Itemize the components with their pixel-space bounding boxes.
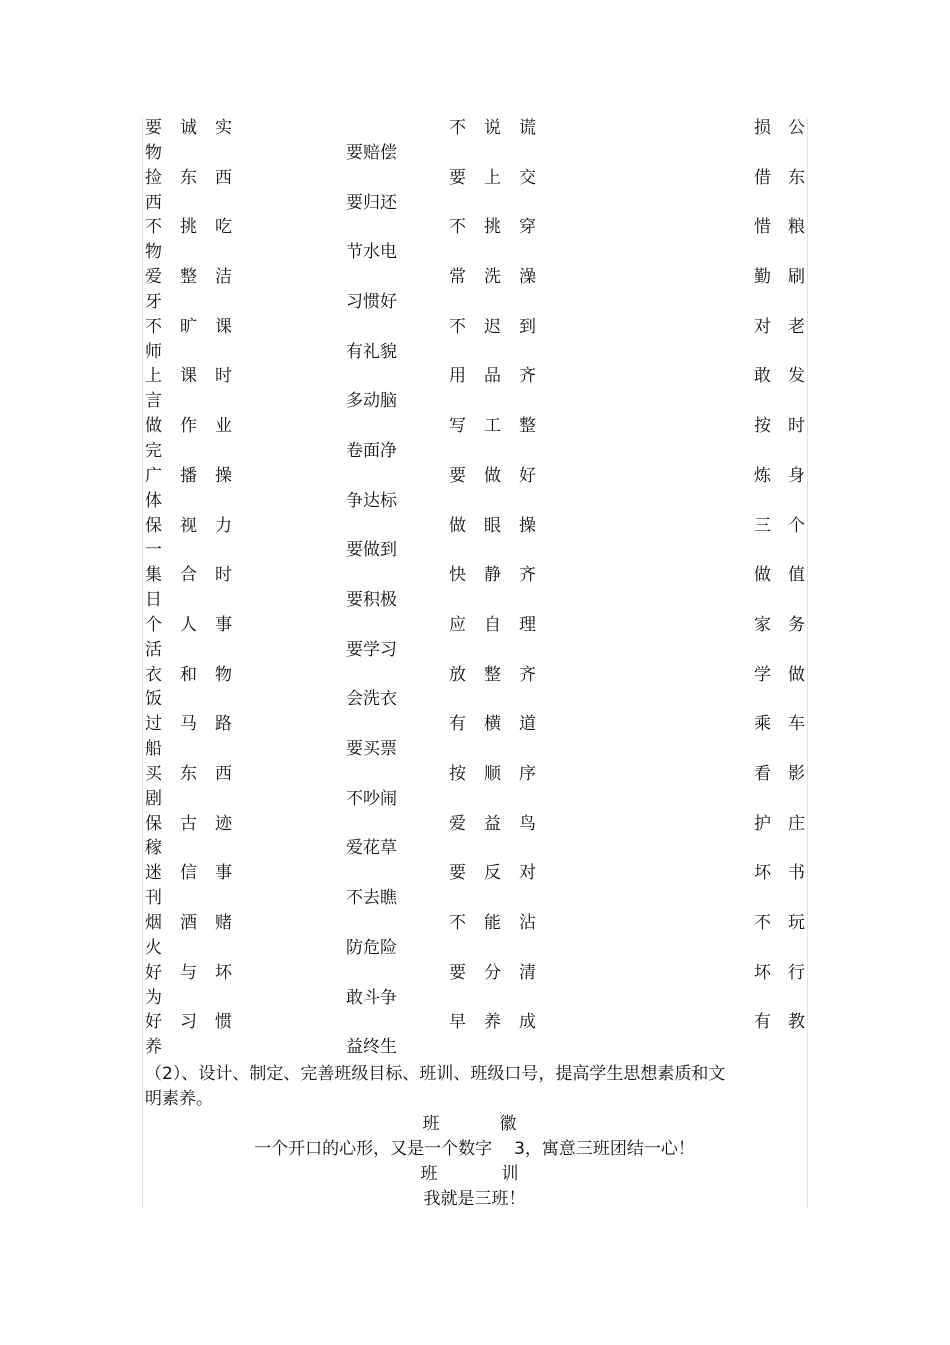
rule-phrase-1: 保古迹 (145, 813, 250, 834)
rule-line-top (0, 265, 950, 290)
rule-line-top (0, 911, 950, 936)
rule-phrase-4: 敢斗争 (346, 987, 397, 1008)
motto-text: 我就是三班！ (423, 1189, 526, 1209)
paragraph-line: （2）、设计、制定、完善班级目标、班训、班级口号，提高学生思想素质和文 (145, 1064, 726, 1084)
rule-line-top (0, 116, 950, 141)
rule-phrase-3-end: 为 (145, 987, 162, 1008)
rule-entry (0, 663, 950, 713)
rule-phrase-4: 益终生 (346, 1037, 397, 1058)
rule-entry (0, 911, 950, 961)
badge-text: 一个开口的心形，又是一个数字 (254, 1139, 493, 1159)
rule-entry (0, 563, 950, 613)
rule-phrase-2: 快静齐 (449, 565, 554, 586)
badge-text: ，寓意三班团结一心！ (524, 1139, 695, 1159)
rule-phrase-3-start: 按时 (754, 416, 822, 437)
rule-line-top (0, 1010, 950, 1035)
rule-entry (0, 514, 950, 564)
rule-phrase-3-end: 活 (145, 639, 162, 660)
rule-phrase-4: 爱花草 (346, 838, 397, 859)
rule-phrase-4: 多动脑 (346, 391, 397, 412)
rule-phrase-2: 要做好 (449, 465, 554, 486)
rule-phrase-4: 要买票 (346, 739, 397, 760)
badge-number: 3 (514, 1139, 525, 1159)
rule-phrase-1: 捡东西 (145, 167, 250, 188)
rule-phrase-3-end: 船 (145, 739, 162, 760)
rule-phrase-3-end: 物 (145, 142, 162, 163)
rule-line-wrap (0, 886, 950, 911)
rule-line-wrap (0, 1035, 950, 1060)
rule-entry (0, 116, 950, 166)
rule-line-wrap (0, 489, 950, 514)
motto-heading (142, 1162, 807, 1187)
rule-entry (0, 861, 950, 911)
rule-phrase-1: 不挑吃 (145, 217, 250, 238)
rule-entry (0, 215, 950, 265)
rule-phrase-4: 节水电 (346, 242, 397, 263)
rule-line-top (0, 315, 950, 340)
rule-line-wrap (0, 538, 950, 563)
rule-phrase-1: 衣和物 (145, 664, 250, 685)
rule-phrase-3-start: 对老 (754, 316, 822, 337)
rule-phrase-3-start: 敢发 (754, 366, 822, 387)
rule-line-wrap (0, 240, 950, 265)
rule-phrase-4: 不吵闹 (346, 788, 397, 809)
rule-entry (0, 712, 950, 762)
rule-phrase-3-end: 物 (145, 242, 162, 263)
rule-phrase-1: 过马路 (145, 714, 250, 735)
rule-phrase-3-end: 完 (145, 440, 162, 461)
motto-heading-char: 训 (501, 1164, 519, 1184)
rule-phrase-3-end: 刊 (145, 888, 162, 909)
rule-phrase-3-start: 坏行 (754, 962, 822, 983)
rule-phrase-1: 烟酒赌 (145, 913, 250, 933)
rule-line-top (0, 812, 950, 837)
rule-phrase-1: 爱整洁 (145, 267, 250, 288)
class-goal-paragraph (145, 1062, 785, 1112)
rule-line-wrap (0, 340, 950, 365)
rule-line-top (0, 215, 950, 240)
rule-phrase-4: 会洗衣 (346, 689, 397, 710)
rule-line-top (0, 414, 950, 439)
rule-phrase-3-start: 护庄 (754, 813, 822, 834)
rule-phrase-3-start: 惜粮 (754, 217, 822, 238)
rule-phrase-3-end: 稼 (145, 838, 162, 859)
rule-line-top (0, 514, 950, 539)
rule-phrase-4: 争达标 (346, 490, 397, 511)
rule-entry (0, 265, 950, 315)
rule-phrase-2: 要分清 (449, 962, 554, 983)
rule-phrase-4: 要赔偿 (346, 142, 397, 163)
rule-phrase-1: 不旷课 (145, 316, 250, 337)
badge-heading-char: 徽 (499, 1114, 517, 1134)
rule-phrase-2: 不能沾 (449, 913, 554, 933)
rule-line-wrap (0, 191, 950, 216)
rule-phrase-3-end: 言 (145, 391, 162, 412)
rule-line-top (0, 663, 950, 688)
rule-phrase-3-start: 不玩 (754, 913, 822, 933)
rule-phrase-4: 要积极 (346, 590, 397, 611)
rule-phrase-2: 要上交 (449, 167, 554, 188)
rule-entry (0, 464, 950, 514)
rule-phrase-2: 常洗澡 (449, 267, 554, 288)
badge-heading (142, 1112, 807, 1137)
rule-line-top (0, 364, 950, 389)
rule-phrase-4: 要归还 (346, 192, 397, 213)
rule-line-top (0, 464, 950, 489)
rule-phrase-4: 习惯好 (346, 291, 397, 312)
rule-phrase-2: 用品齐 (449, 366, 554, 387)
rule-phrase-2: 放整齐 (449, 664, 554, 685)
rule-line-top (0, 166, 950, 191)
rule-line-wrap (0, 936, 950, 961)
rule-phrase-2: 应自理 (449, 614, 554, 635)
rule-phrase-1: 迷信事 (145, 863, 250, 884)
rule-phrase-3-end: 体 (145, 490, 162, 511)
rule-line-wrap (0, 986, 950, 1011)
rule-phrase-1: 做作业 (145, 416, 250, 437)
rule-entry (0, 812, 950, 862)
rule-entry (0, 1010, 950, 1060)
rule-phrase-2: 按顺序 (449, 763, 554, 784)
rule-line-wrap (0, 787, 950, 812)
rule-phrase-1: 广播操 (145, 465, 250, 486)
rule-phrase-4: 不去瞧 (346, 888, 397, 909)
rule-entry (0, 364, 950, 414)
rule-phrase-2: 写工整 (449, 416, 554, 437)
rule-phrase-1: 好与坏 (145, 962, 250, 983)
rule-entry (0, 961, 950, 1011)
rule-line-wrap (0, 638, 950, 663)
rule-entry (0, 762, 950, 812)
rule-line-wrap (0, 290, 950, 315)
rule-phrase-1: 个人事 (145, 614, 250, 635)
rule-phrase-1: 集合时 (145, 565, 250, 586)
rule-entry (0, 613, 950, 663)
motto-heading-char: 班 (420, 1164, 438, 1184)
rule-phrase-1: 要诚实 (145, 118, 250, 138)
rule-line-wrap (0, 588, 950, 613)
rule-phrase-3-end: 火 (145, 937, 162, 958)
rule-phrase-3-end: 饭 (145, 689, 162, 710)
rule-phrase-3-start: 乘车 (754, 714, 822, 735)
rule-phrase-3-start: 做值 (754, 565, 822, 586)
rule-phrase-3-end: 一 (145, 540, 162, 561)
rule-phrase-3-start: 学做 (754, 664, 822, 685)
rule-line-wrap (0, 439, 950, 464)
rule-line-top (0, 961, 950, 986)
rule-phrase-2: 爱益鸟 (449, 813, 554, 834)
rule-phrase-3-start: 家务 (754, 614, 822, 635)
rule-phrase-4: 要学习 (346, 639, 397, 660)
rule-entry (0, 166, 950, 216)
rule-phrase-3-start: 三个 (754, 515, 822, 536)
rule-phrase-3-start: 借东 (754, 167, 822, 188)
rule-phrase-3-start: 坏书 (754, 863, 822, 884)
rule-line-wrap (0, 737, 950, 762)
rule-phrase-1: 买东西 (145, 763, 250, 784)
rule-line-top (0, 762, 950, 787)
rule-phrase-2: 要反对 (449, 863, 554, 884)
rule-phrase-3-end: 师 (145, 341, 162, 362)
rule-phrase-1: 上课时 (145, 366, 250, 387)
rule-phrase-1: 保视力 (145, 515, 250, 536)
rule-phrase-3-end: 剧 (145, 788, 162, 809)
rule-phrase-2: 不挑穿 (449, 217, 554, 238)
rule-phrase-3-start: 有教 (754, 1012, 822, 1033)
rule-phrase-2: 早养成 (449, 1012, 554, 1033)
paragraph-line: 明素养。 (145, 1089, 213, 1109)
rule-phrase-2: 有横道 (449, 714, 554, 735)
rule-phrase-2: 做眼操 (449, 515, 554, 536)
rule-phrase-3-end: 日 (145, 590, 162, 611)
rule-phrase-2: 不说谎 (449, 118, 554, 138)
class-rules-list (0, 116, 950, 1060)
rule-line-wrap (0, 389, 950, 414)
badge-heading-char: 班 (422, 1114, 440, 1134)
rule-phrase-3-start: 炼身 (754, 465, 822, 486)
rule-phrase-4: 有礼貌 (346, 341, 397, 362)
rule-line-top (0, 712, 950, 737)
rule-line-top (0, 613, 950, 638)
badge-description (142, 1137, 807, 1162)
rule-phrase-3-end: 西 (145, 192, 162, 213)
rule-entry (0, 315, 950, 365)
rule-line-wrap (0, 141, 950, 166)
rule-phrase-3-start: 损公 (754, 118, 822, 138)
rule-line-wrap (0, 687, 950, 712)
rule-line-top (0, 861, 950, 886)
rule-line-top (0, 563, 950, 588)
rule-phrase-3-end: 牙 (145, 291, 162, 312)
rule-phrase-1: 好习惯 (145, 1012, 250, 1033)
rule-line-wrap (0, 836, 950, 861)
rule-phrase-2: 不迟到 (449, 316, 554, 337)
rule-phrase-4: 防危险 (346, 937, 397, 958)
rule-phrase-4: 要做到 (346, 540, 397, 561)
rule-phrase-3-start: 看影 (754, 763, 822, 784)
rule-phrase-3-start: 勤刷 (754, 267, 822, 288)
rule-phrase-3-end: 养 (145, 1037, 162, 1058)
rule-phrase-4: 卷面净 (346, 440, 397, 461)
rule-entry (0, 414, 950, 464)
